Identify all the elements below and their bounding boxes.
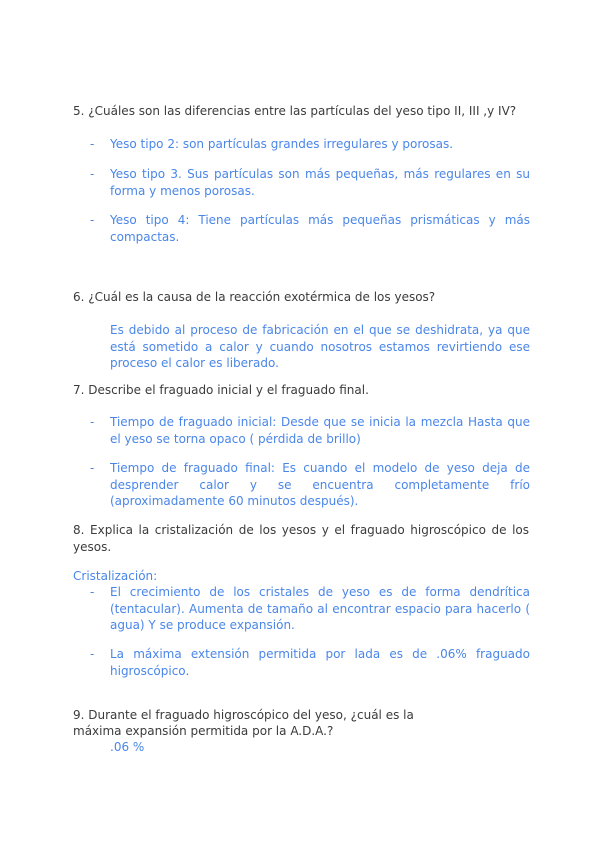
list-item [90,136,530,153]
question-9-answer: .06 % [110,740,145,754]
question-5-title: 5. ¿Cuáles son las diferencias entre las partículas del yeso tipo II, III ,y IV? [73,104,517,118]
list-item-text: Tiempo de fraguado final: Es cuando el modelo de yeso deja de desprender calor y se encuentra completamente frío (aproximadamente 60 minutos después). [110,461,530,508]
question-6-answer: Es debido al proceso de fabricación en el que se deshidrata, ya que está sometido a calor y cuando nosotros estamos revirtiendo ese proceso el calor es liberado. [110,323,530,370]
list-item [90,212,530,245]
bullet-dash: - [90,461,95,475]
question-6-title: 6. ¿Cuál es la causa de la reacción exotérmica de los yesos? [73,290,436,304]
question-9-title-line2: máxima expansión permitida por la A.D.A.? [73,724,334,738]
list-item-text: Tiempo de fraguado inicial: Desde que se inicia la mezcla Hasta que el yeso se torna opaco ( pérdida de brillo) [110,415,530,446]
list-item-text: Yeso tipo 3. Sus partículas son más pequeñas, más regulares en su forma y menos porosas. [110,167,530,198]
list-item [90,460,530,510]
list-item-text: El crecimiento de los cristales de yeso es de forma dendrítica (tentacular). Aumenta de tamaño al encontrar espacio para hacerlo ( agua) Y se produce expansión. [110,585,530,632]
list-item-text: Yeso tipo 4: Tiene partículas más pequeñas prismáticas y más compactas. [110,213,530,244]
list-item [90,166,530,199]
bullet-dash: - [90,137,95,151]
question-7-title: 7. Describe el fraguado inicial y el fraguado final. [73,383,369,397]
list-item [90,646,530,679]
bullet-dash: - [90,585,95,599]
list-item [90,584,530,634]
bullet-dash: - [90,647,95,661]
list-item-text: Yeso tipo 2: son partículas grandes irregulares y porosas. [110,137,454,151]
bullet-dash: - [90,415,95,429]
bullet-dash: - [90,167,95,181]
question-9-title-line1: 9. Durante el fraguado higroscópico del yeso, ¿cuál es la [73,708,414,722]
question-8-title: 8. Explica la cristalización de los yesos y el fraguado higroscópico de los yesos. [73,523,529,554]
list-item [90,414,530,447]
bullet-dash: - [90,213,95,227]
list-item-text: La máxima extensión permitida por lada es de .06% fraguado higroscópico. [110,647,530,678]
crystallization-label: Cristalización: [73,569,158,583]
